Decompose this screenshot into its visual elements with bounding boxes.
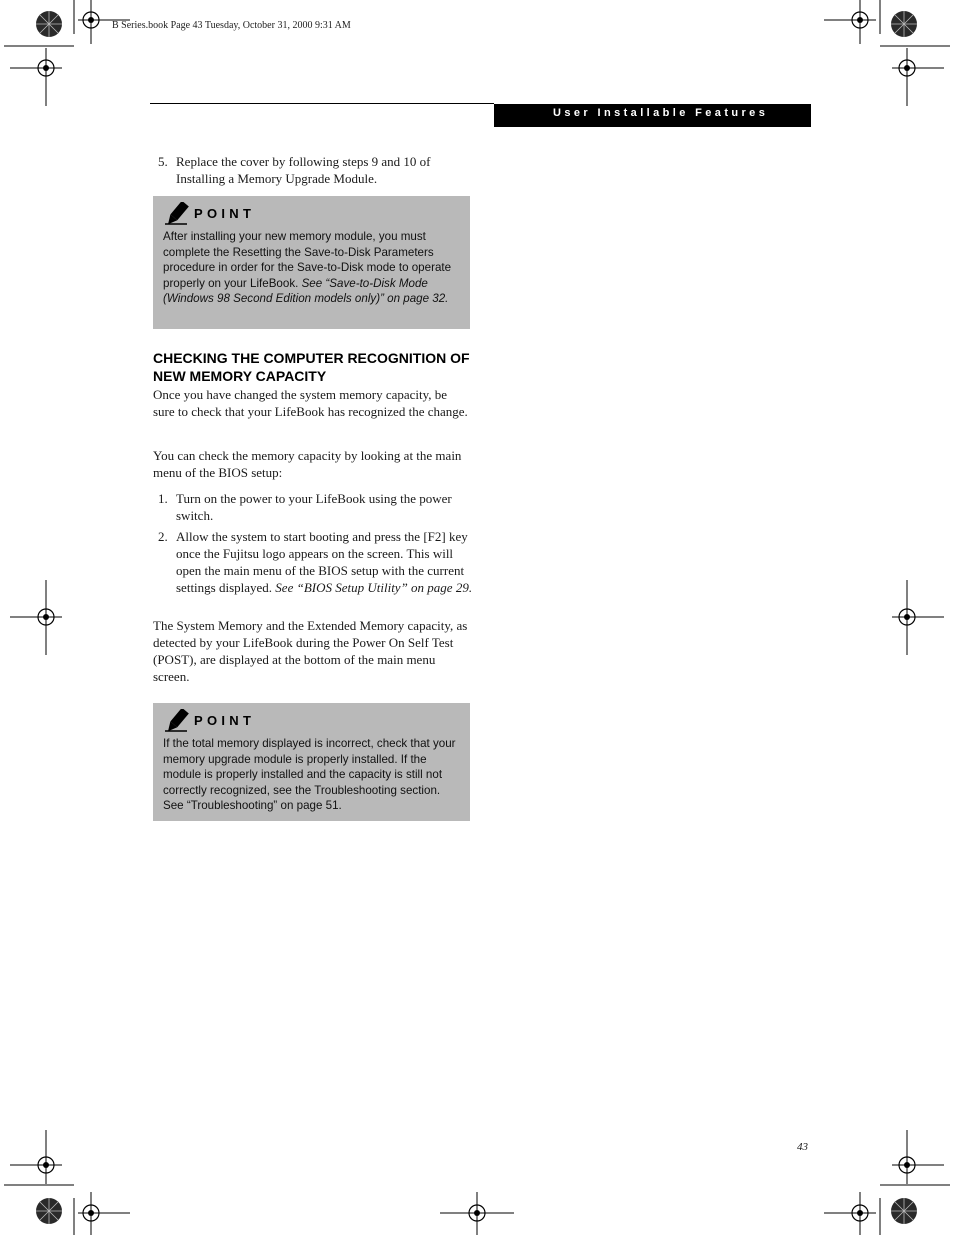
- print-slug: B Series.book Page 43 Tuesday, October 31, 2000 9:31 AM: [112, 20, 351, 31]
- step-number: 5.: [158, 154, 168, 169]
- page-number: 43: [797, 1141, 808, 1153]
- step-number: 2.: [158, 529, 168, 544]
- paragraph: You can check the memory capacity by looking at the main menu of the BIOS setup:: [153, 448, 462, 480]
- section-heading: CHECKING THE COMPUTER RECOGNITION OF NEW MEMORY CAPACITY: [153, 350, 470, 384]
- point-text: After installing your new memory module, you must complete the Resetting the Save-to-Disk Parameters procedure in order for the Save-to-Disk mode to operate properly on your LifeBook.: [163, 230, 452, 290]
- paragraph: The System Memory and the Extended Memory capacity, as detected by your LifeBook during the Power On Self Test (POST), are displayed at the bottom of the main menu screen.: [153, 618, 468, 684]
- step-text: Replace the cover by following steps 9 and 10 of Installing a Memory Upgrade Module.: [176, 154, 431, 186]
- step-text: Allow the system to start booting and press the [F2] key once the Fujitsu logo appears on the screen. This will open the main menu of the BIOS setup with the current settings displayed.: [176, 529, 468, 595]
- pencil-icon: [163, 202, 189, 226]
- point-callout: [153, 196, 470, 329]
- point-label: POINT: [194, 713, 256, 728]
- point-callout: [153, 703, 470, 821]
- point-reference: See “Save-to-Disk Mode (Windows 98 Second Edition models only)” on page 32.: [163, 276, 449, 306]
- header-rule: [150, 103, 494, 104]
- paragraph: Once you have changed the system memory capacity, be sure to check that your LifeBook has recognized the change.: [153, 387, 468, 419]
- pencil-icon: [163, 709, 189, 733]
- point-text: If the total memory displayed is incorrect, check that your memory upgrade module is properly installed. If the module is properly installed and the capacity is still not correctly recognized, see the Troubleshooting section. See “Troubleshooting” on page 51.: [163, 737, 456, 813]
- step-text: Turn on the power to your LifeBook using the power switch.: [176, 491, 452, 523]
- point-body: [163, 229, 463, 307]
- step-text-block: [176, 528, 474, 596]
- running-header: User Installable Features: [494, 104, 811, 127]
- point-label: POINT: [194, 206, 256, 221]
- step-reference: See “BIOS Setup Utility” on page 29.: [275, 580, 473, 595]
- step-number: 1.: [158, 491, 168, 506]
